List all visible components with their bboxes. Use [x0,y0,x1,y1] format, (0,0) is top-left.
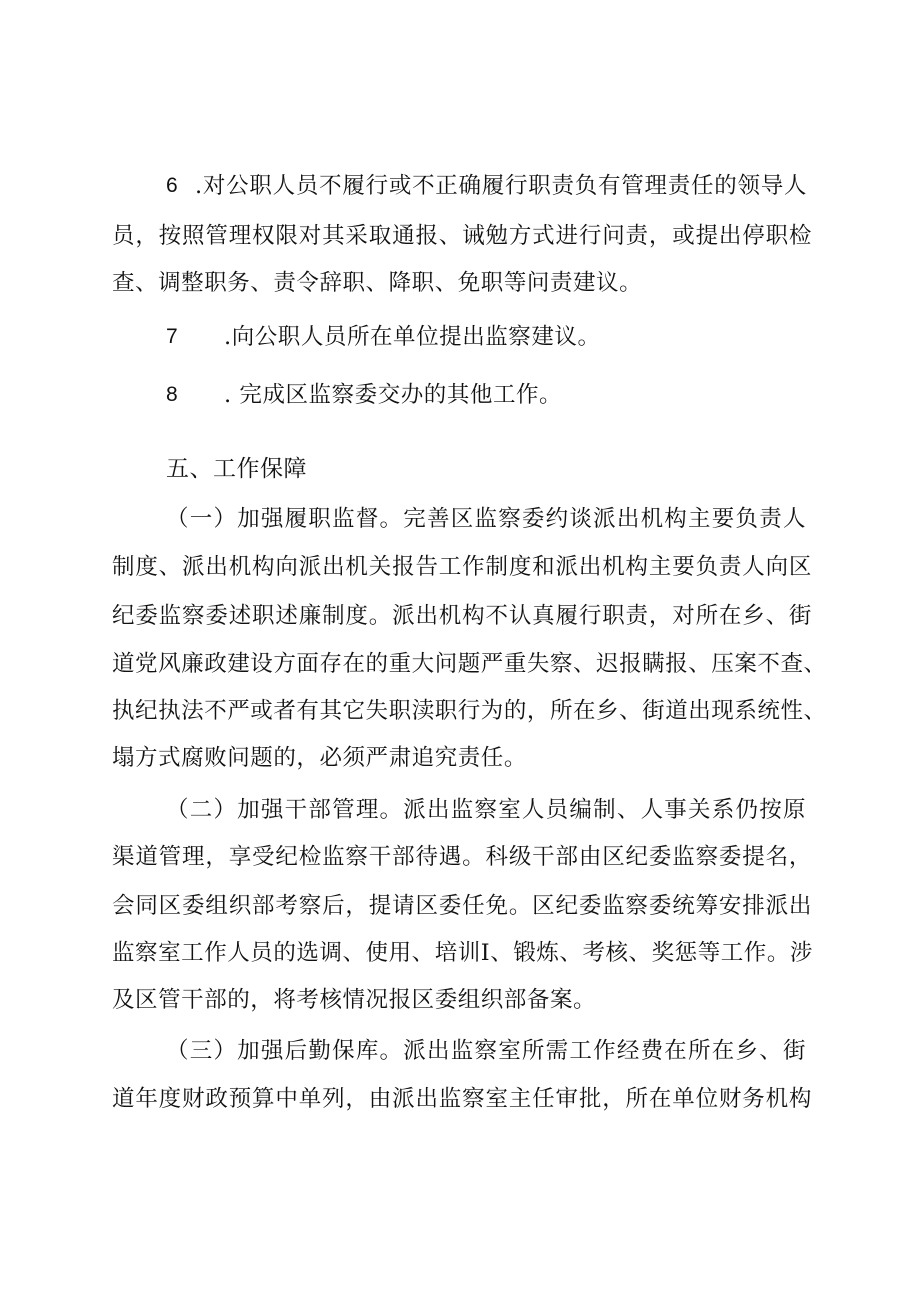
item-7-text: .向公职人员所在单位提出监察建议。 [224,324,601,350]
para-1-text-2: 制度、派出机构向派出机关报告工作制度和派出机构主要负责人向区 [112,554,812,580]
item-8-number: 8 [166,383,178,406]
para-1-text-4: 道党风廉政建设方面存在的重大问题严重失察、迟报瞒报、压案不查、 [112,651,827,677]
para-1-text-5: 执纪执法不严或者有其它失职渎职行为的，所在乡、街道出现系统性、 [112,698,827,724]
item-7-number: 7 [166,325,178,348]
item-6-number: 6 [166,174,178,197]
para-2-text-5: 及区管干部的，将考核情况报区委组织部备案。 [112,987,597,1013]
para-2-text-2: 渠道管理，享受纪检监察干部待遇。科级干部由区纪委监察委提名， [112,844,812,870]
para-1-text-6: 塌方式腐败问题的，必须严肃追究责任。 [112,745,527,771]
item-6-text-1: .对公职人员不履行或不正确履行职责负有管理责任的领导人 [195,173,807,199]
para-1-text-1: （一）加强履职监督。完善区监察委约谈派出机构主要负责人 [166,506,806,532]
para-1-text-3: 纪委监察委述职述廉制度。派出机构不认真履行职责，对所在乡、街 [112,603,812,629]
para-3-text-2: 道年度财政预算中单列，由派出监察室主任审批，所在单位财务机构 [112,1086,812,1112]
para-2-text-1: （二）加强干部管理。派出监察室人员编制、人事关系仍按原 [166,797,806,823]
para-3-text-1: （三）加强后勤保库。派出监察室所需工作经费在所在乡、街 [166,1038,806,1064]
para-2-text-3: 会同区委组织部考察后，提请区委任免。区纪委监察委统筹安排派出 [112,893,812,919]
item-8-text: . 完成区监察委交办的其他工作。 [224,382,563,408]
para-2-text-4: 监察室工作人员的选调、使用、培训I、锻炼、考核、奖惩等工作。涉 [112,940,813,966]
item-6-text-3: 查、调整职务、责令辞职、降职、免职等问责建议。 [112,270,643,296]
item-6-text-2: 员，按照管理权限对其采取通报、诫勉方式进行问责，或提出停职检 [112,223,812,249]
section-heading-text: 五、工作保障 [166,456,307,482]
